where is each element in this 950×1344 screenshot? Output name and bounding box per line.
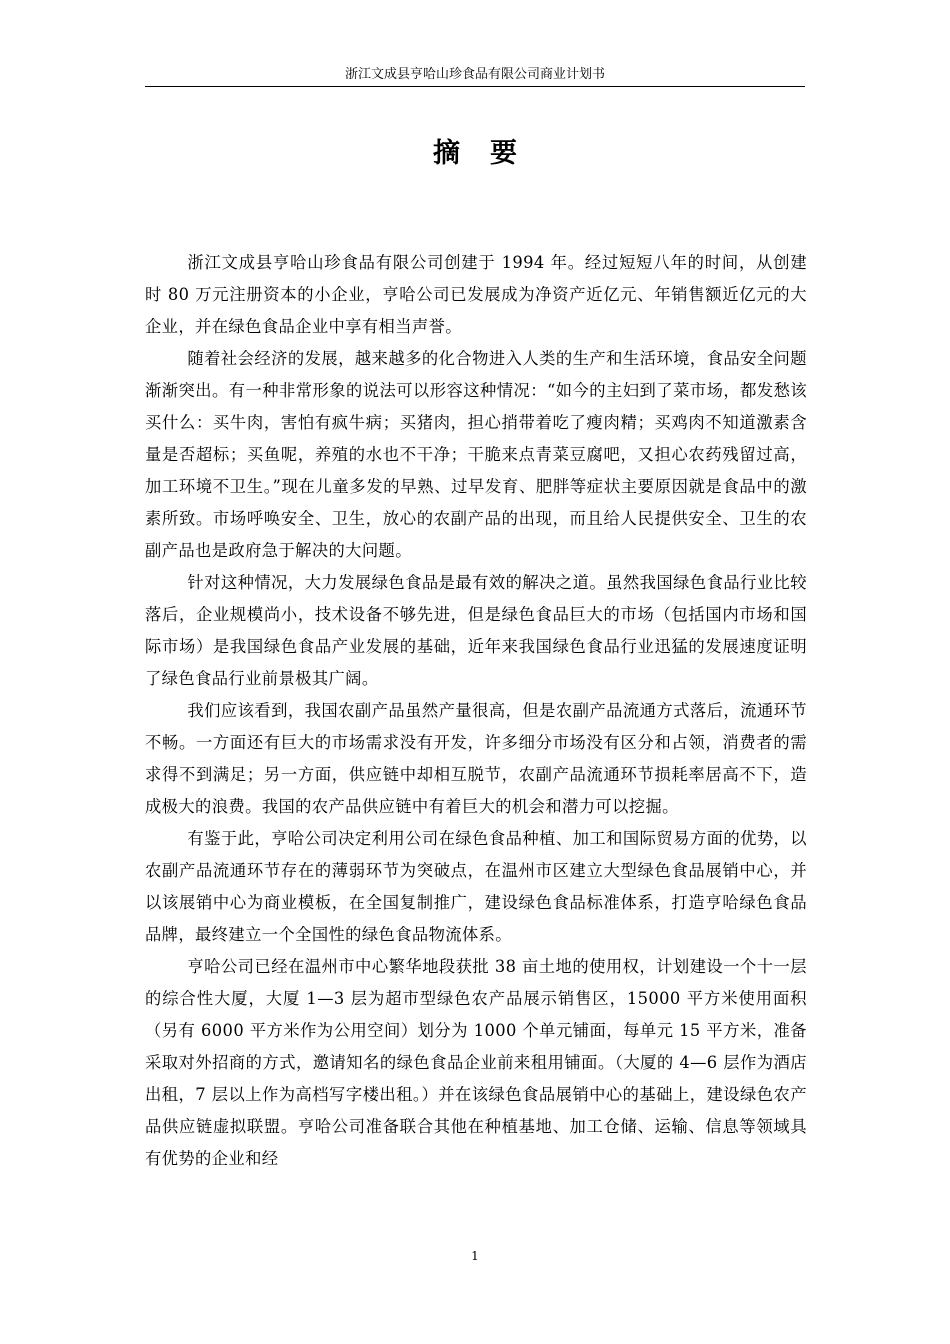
running-header: 浙江文成县亨哈山珍食品有限公司商业计划书 <box>344 67 605 82</box>
paragraph: 浙江文成县亨哈山珍食品有限公司创建于 1994 年。经过短短八年的时间，从创建时 80 万元注册资本的小企业，亨哈公司已发展成为净资产近亿元、年销售额近亿元的大企业，并在绿色食品企业中享有相当声誉。 <box>145 253 807 336</box>
paragraph: 针对这种情况，大力发展绿色食品是最有效的解决之道。虽然我国绿色食品行业比较落后，企业规模尚小，技术设备不够先进，但是绿色食品巨大的市场（包括国内市场和国际市场）是我国绿色食品产业发展的基础，近年来我国绿色食品行业迅猛的发展速度证明了绿色食品行业前景极其广阔。 <box>145 573 807 688</box>
paragraph: 我们应该看到，我国农副产品虽然产量很高，但是农副产品流通方式落后，流通环节不畅。一方面还有巨大的市场需求没有开发，许多细分市场没有区分和占领，消费者的需求得不到满足；另一方面，供应链中却相互脱节，农副产品流通环节损耗率居高不下，造成极大的浪费。我国的农产品供应链中有着巨大的机会和潜力可以挖掘。 <box>145 701 807 816</box>
body-text <box>145 247 807 1175</box>
paragraph: 亨哈公司已经在温州市中心繁华地段获批 38 亩土地的使用权，计划建设一个十一层的综合性大厦，大厦 1—3 层为超市型绿色农产品展示销售区，15000 平方米使用面积（另有 6000 平方米作为公用空间）划分为 1000 个单元铺面，每单元 15 平方米，准备采取对外招商的方式，邀请知名的绿色食品企业前来租用铺面。（大厦的 4—6 层作为酒店出租，7 层以上作为高档写字楼出租。）并在该绿色食品展销中心的基础上，建设绿色农产品供应链虚拟联盟。亨哈公司准备联合其他在种植基地、加工仓储、运输、信息等领域具有优势的企业和经 <box>145 957 807 1168</box>
page-number: 1 <box>471 1249 479 1263</box>
header-rule <box>145 86 805 87</box>
paragraph: 随着社会经济的发展，越来越多的化合物进入人类的生产和生活环境，食品安全问题渐渐突出。有一种非常形象的说法可以形容这种情况：“如今的主妇到了菜市场，都发愁该买什么：买牛肉，害怕有疯牛病；买猪肉，担心捎带着吃了瘦肉精；买鸡肉不知道激素含量是否超标；买鱼呢，养殖的水也不干净；干脆来点青菜豆腐吧，又担心农药残留过高，加工环境不卫生。”现在儿童多发的早熟、过早发育、肥胖等症状主要原因就是食品中的激素所致。市场呼唤安全、卫生，放心的农副产品的出现，而且给人民提供安全、卫生的农副产品也是政府急于解决的大问题。 <box>145 349 807 560</box>
section-title: 摘要 <box>433 138 547 169</box>
paragraph: 有鉴于此，亨哈公司决定利用公司在绿色食品种植、加工和国际贸易方面的优势，以农副产品流通环节存在的薄弱环节为突破点，在温州市区建立大型绿色食品展销中心，并以该展销中心为商业模板，在全国复制推广，建设绿色食品标准体系，打造亨哈绿色食品品牌，最终建立一个全国性的绿色食品物流体系。 <box>145 829 807 944</box>
